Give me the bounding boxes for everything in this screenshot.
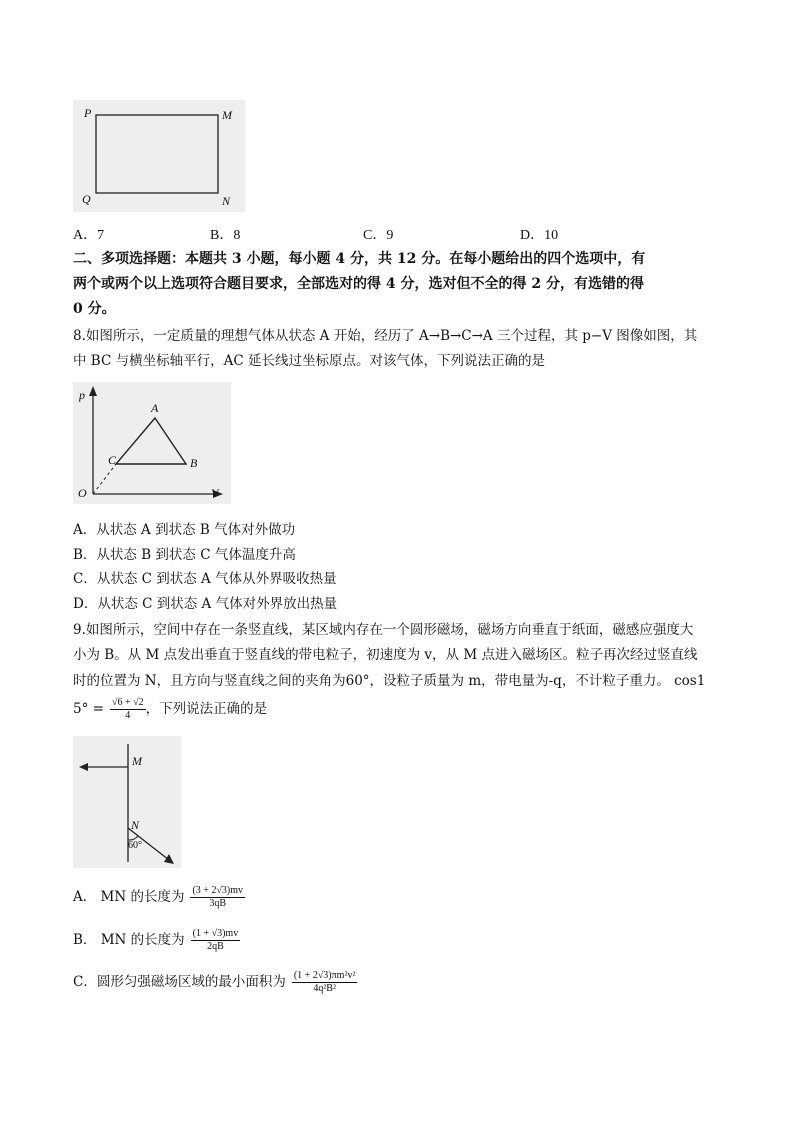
q9-stem-line4 <box>73 697 267 722</box>
q7-option-c: C．9 <box>363 228 394 243</box>
cos-prefix: 5° = <box>73 701 104 717</box>
q9-option-c-numerator: (1 + 2√3)πm²v² <box>293 970 356 981</box>
rectangle-diagram <box>73 100 245 212</box>
graph-label-a: A <box>151 401 159 415</box>
q7-option-d: D．10 <box>520 228 559 243</box>
magnetic-diagram <box>73 736 181 868</box>
label-m: M <box>222 108 232 122</box>
graph-label-b: B <box>190 456 198 470</box>
q9-option-b-fraction <box>191 928 241 953</box>
q8-option-d: D．从状态 C 到状态 A 气体对外界放出热量 <box>73 596 338 612</box>
q9-option-c-text: C．圆形匀强磁场区域的最小面积为 <box>73 974 286 990</box>
magnetic-field-figure <box>73 736 181 868</box>
rectangle-figure <box>73 100 245 212</box>
q9-stem-line3: 时的位置为 N，且方向与竖直线之间的夹角为60°，设粒子质量为 m，带电量为-q，不计粒子重力。 cos1 <box>73 673 706 689</box>
q9-option-a-denominator: 3qB <box>209 898 227 909</box>
section2-line2: 两个或两个以上选项符合题目要求，全部选对的得 4 分，选对但不全的得 2 分，有选错的得 <box>73 276 644 292</box>
q8-stem-line1: 8.如图所示，一定质量的理想气体从状态 A 开始，经历了 A→B→C→A 三个过程，其 p−V 图像如图，其 <box>73 328 698 344</box>
pv-graph-figure <box>73 382 231 504</box>
q9-option-c <box>73 970 357 995</box>
fig-label-angle: 60° <box>128 840 142 851</box>
cos-suffix: ，下列说法正确的是 <box>145 701 268 717</box>
q7-option-b: B．8 <box>210 228 241 243</box>
cos-denominator: 4 <box>125 710 131 721</box>
q9-option-b <box>73 928 240 953</box>
q9-option-c-denominator: 4q²B² <box>313 983 336 994</box>
q9-option-a <box>73 885 245 910</box>
graph-label-p: p <box>79 388 85 402</box>
label-n: N <box>222 194 231 208</box>
q9-option-a-fraction <box>190 885 245 910</box>
q9-option-b-denominator: 2qB <box>207 941 224 952</box>
q9-stem-line1: 9.如图所示，空间中存在一条竖直线，某区域内存在一个圆形磁场，磁场方向垂直于纸面，磁感应强度大 <box>73 622 694 638</box>
section2-line1: 二、多项选择题：本题共 3 小题，每小题 4 分，共 12 分。在每小题给出的四个选项中，有 <box>73 251 646 267</box>
q8-option-c: C．从状态 C 到状态 A 气体从外界吸收热量 <box>73 571 337 587</box>
q9-stem-line2: 小为 B。从 M 点发出垂直于竖直线的带电粒子，初速度为 v，从 M 点进入磁场区。粒子再次经过竖直线 <box>73 647 698 663</box>
graph-label-o: O <box>78 486 87 500</box>
q9-option-b-numerator: (1 + √3)mv <box>192 928 239 939</box>
q7-option-a: A．7 <box>73 228 105 243</box>
graph-label-v: V <box>211 486 219 500</box>
q9-option-c-fraction <box>292 970 358 995</box>
q8-option-a: A．从状态 A 到状态 B 气体对外做功 <box>73 522 296 538</box>
label-p: P <box>84 106 92 120</box>
fig-label-n: N <box>131 818 140 832</box>
q9-option-a-text: A． MN 的长度为 <box>73 889 185 905</box>
label-q: Q <box>82 192 91 206</box>
q8-option-b: B．从状态 B 到状态 C 气体温度升高 <box>73 547 296 563</box>
fig-label-m: M <box>132 754 142 768</box>
q9-option-b-text: B． MN 的长度为 <box>73 932 185 948</box>
q8-stem-line2: 中 BC 与横坐标轴平行，AC 延长线过坐标原点。对该气体，下列说法正确的是 <box>73 353 545 369</box>
cos-fraction <box>110 697 146 722</box>
cos-numerator: √6 + √2 <box>111 697 144 708</box>
graph-label-c: C <box>108 453 117 467</box>
q9-option-a-numerator: (3 + 2√3)mv <box>192 885 244 896</box>
section2-line3: 0 分。 <box>73 301 116 317</box>
